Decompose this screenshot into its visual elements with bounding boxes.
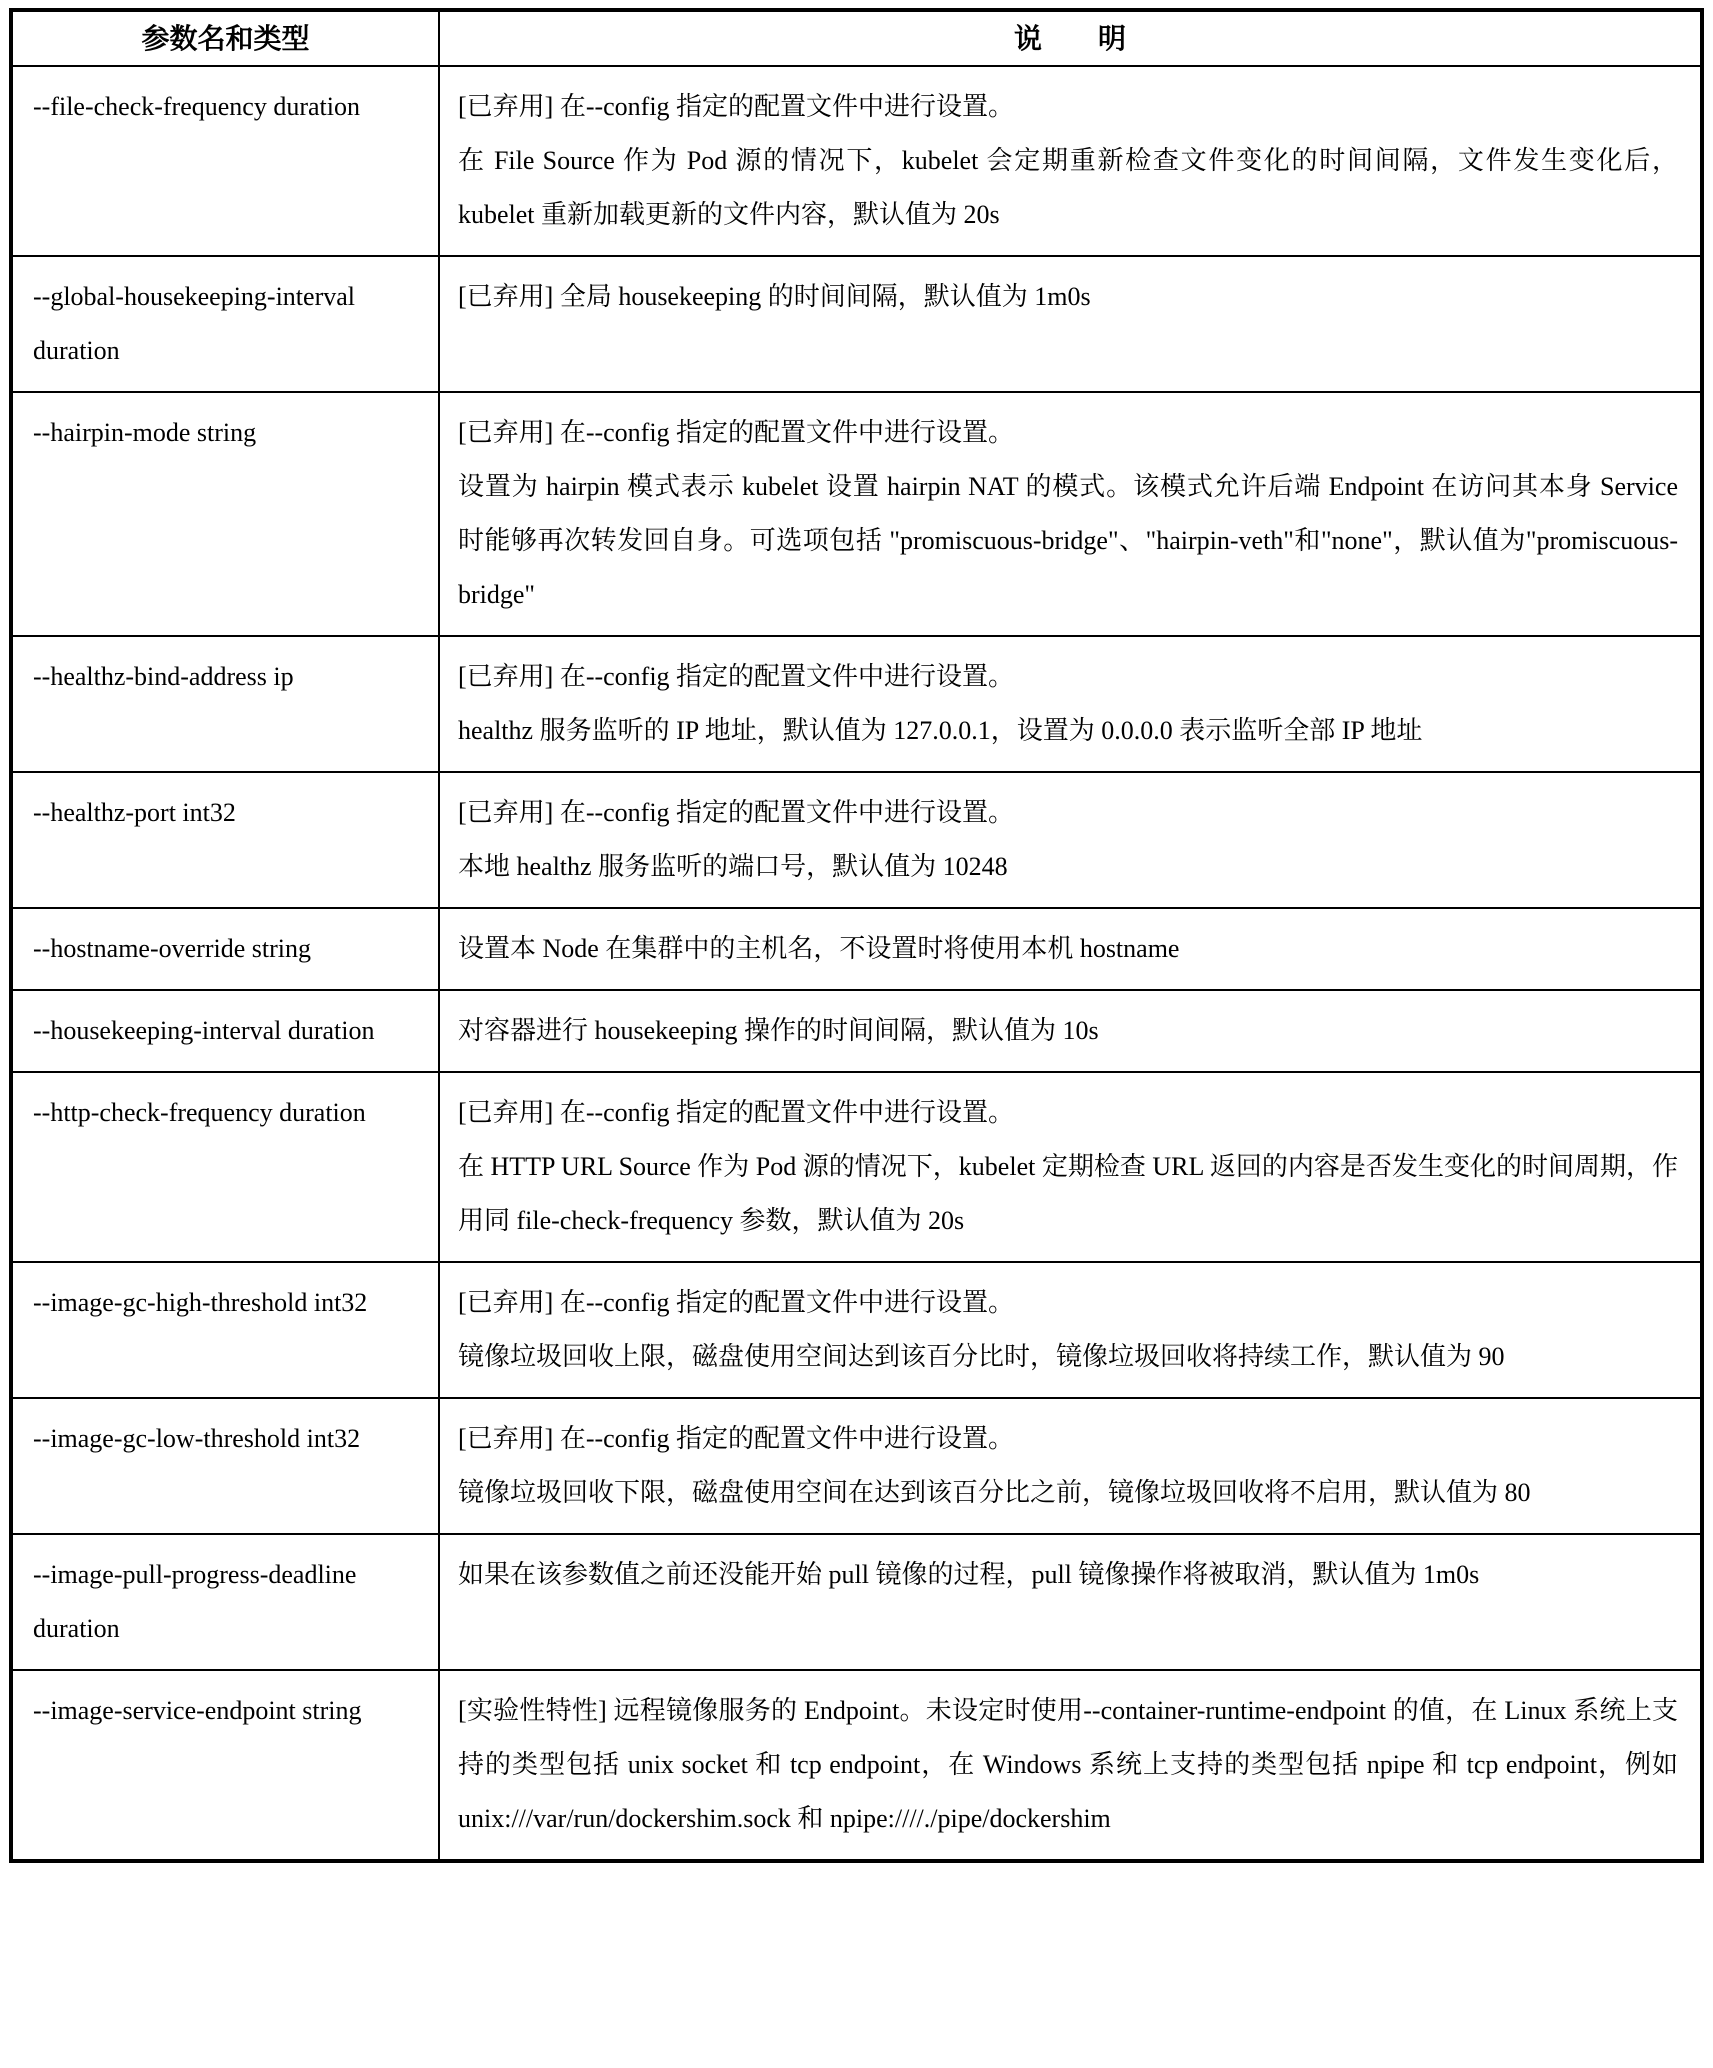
param-name-cell: --global-housekeeping-interval duration: [11, 256, 439, 392]
table-row: [11, 1262, 1702, 1398]
param-description-cell: [439, 66, 1702, 256]
param-name-cell: --http-check-frequency duration: [11, 1072, 439, 1262]
description-paragraph: [已弃用] 在--config 指定的配置文件中进行设置。: [458, 1424, 1015, 1454]
param-description-cell: [439, 908, 1702, 990]
description-paragraph: 设置本 Node 在集群中的主机名，不设置时将使用本机 hostname: [458, 934, 1180, 964]
description-paragraph: [已弃用] 在--config 指定的配置文件中进行设置。: [458, 418, 1015, 448]
param-description-cell: [439, 256, 1702, 392]
param-name-cell: --file-check-frequency duration: [11, 66, 439, 256]
table-header-row: [11, 10, 1702, 66]
column-header-description: 说 明: [439, 10, 1702, 66]
param-description-cell: [439, 1398, 1702, 1534]
table-row: [11, 636, 1702, 772]
description-paragraph: [已弃用] 在--config 指定的配置文件中进行设置。: [458, 662, 1015, 692]
param-name-cell: --image-pull-progress-deadline duration: [11, 1534, 439, 1670]
table-row: [11, 772, 1702, 908]
param-description-cell: [439, 1534, 1702, 1670]
description-paragraph: 对容器进行 housekeeping 操作的时间间隔，默认值为 10s: [458, 1016, 1099, 1046]
table-row: [11, 66, 1702, 256]
param-name-cell: --hostname-override string: [11, 908, 439, 990]
param-description-cell: [439, 636, 1702, 772]
table-row: [11, 908, 1702, 990]
param-name-cell: --image-service-endpoint string: [11, 1670, 439, 1861]
table-row: [11, 990, 1702, 1072]
param-name-cell: --hairpin-mode string: [11, 392, 439, 636]
param-description-cell: [439, 990, 1702, 1072]
description-paragraph: [已弃用] 在--config 指定的配置文件中进行设置。: [458, 92, 1015, 122]
kubelet-parameters-table: [9, 8, 1704, 1863]
param-name-cell: --image-gc-high-threshold int32: [11, 1262, 439, 1398]
column-header-param-name: 参数名和类型: [11, 10, 439, 66]
param-name-cell: --image-gc-low-threshold int32: [11, 1398, 439, 1534]
param-name-cell: --healthz-port int32: [11, 772, 439, 908]
param-description-cell: [439, 392, 1702, 636]
param-description-cell: [439, 772, 1702, 908]
table-row: [11, 1072, 1702, 1262]
description-paragraph: 如果在该参数值之前还没能开始 pull 镜像的过程，pull 镜像操作将被取消，默认值为 1m0s: [458, 1560, 1480, 1590]
table-row: [11, 1534, 1702, 1670]
param-description-cell: [439, 1262, 1702, 1398]
table-row: [11, 392, 1702, 636]
table-row: [11, 256, 1702, 392]
description-paragraph: 在 File Source 作为 Pod 源的情况下，kubelet 会定期重新检查文件变化的时间间隔，文件发生变化后，kubelet 重新加载更新的文件内容，默认值为 20s: [458, 146, 1678, 230]
description-paragraph: 镜像垃圾回收上限，磁盘使用空间达到该百分比时，镜像垃圾回收将持续工作，默认值为 90: [458, 1342, 1505, 1372]
param-description-cell: [439, 1072, 1702, 1262]
param-name-cell: --healthz-bind-address ip: [11, 636, 439, 772]
description-paragraph: [已弃用] 在--config 指定的配置文件中进行设置。: [458, 1098, 1015, 1128]
table-body: [11, 66, 1702, 1861]
description-paragraph: [已弃用] 在--config 指定的配置文件中进行设置。: [458, 798, 1015, 828]
description-paragraph: [已弃用] 全局 housekeeping 的时间间隔，默认值为 1m0s: [458, 282, 1091, 312]
description-paragraph: 镜像垃圾回收下限，磁盘使用空间在达到该百分比之前，镜像垃圾回收将不启用，默认值为 80: [458, 1478, 1531, 1508]
description-paragraph: healthz 服务监听的 IP 地址，默认值为 127.0.0.1，设置为 0.0.0.0 表示监听全部 IP 地址: [458, 716, 1423, 746]
param-name-cell: --housekeeping-interval duration: [11, 990, 439, 1072]
description-paragraph: [已弃用] 在--config 指定的配置文件中进行设置。: [458, 1288, 1015, 1318]
description-paragraph: 设置为 hairpin 模式表示 kubelet 设置 hairpin NAT 的模式。该模式允许后端 Endpoint 在访问其本身 Service 时能够再次转发回自身。可选项包括 "promiscuous-bridge"、"hairpin-veth"和"none"，默认值为"promiscuous-bridge": [458, 472, 1678, 610]
table-row: [11, 1670, 1702, 1861]
description-paragraph: 在 HTTP URL Source 作为 Pod 源的情况下，kubelet 定期检查 URL 返回的内容是否发生变化的时间周期，作用同 file-check-frequency 参数，默认值为 20s: [458, 1152, 1678, 1236]
description-paragraph: 本地 healthz 服务监听的端口号，默认值为 10248: [458, 852, 1008, 882]
description-paragraph: [实验性特性] 远程镜像服务的 Endpoint。未设定时使用--container-runtime-endpoint 的值，在 Linux 系统上支持的类型包括 unix socket 和 tcp endpoint，在 Windows 系统上支持的类型包括 npipe 和 tcp endpoint，例如 unix:///var/run/dockershim.sock 和 npipe:////./pipe/dockershim: [458, 1696, 1678, 1834]
param-description-cell: [439, 1670, 1702, 1861]
table-row: [11, 1398, 1702, 1534]
